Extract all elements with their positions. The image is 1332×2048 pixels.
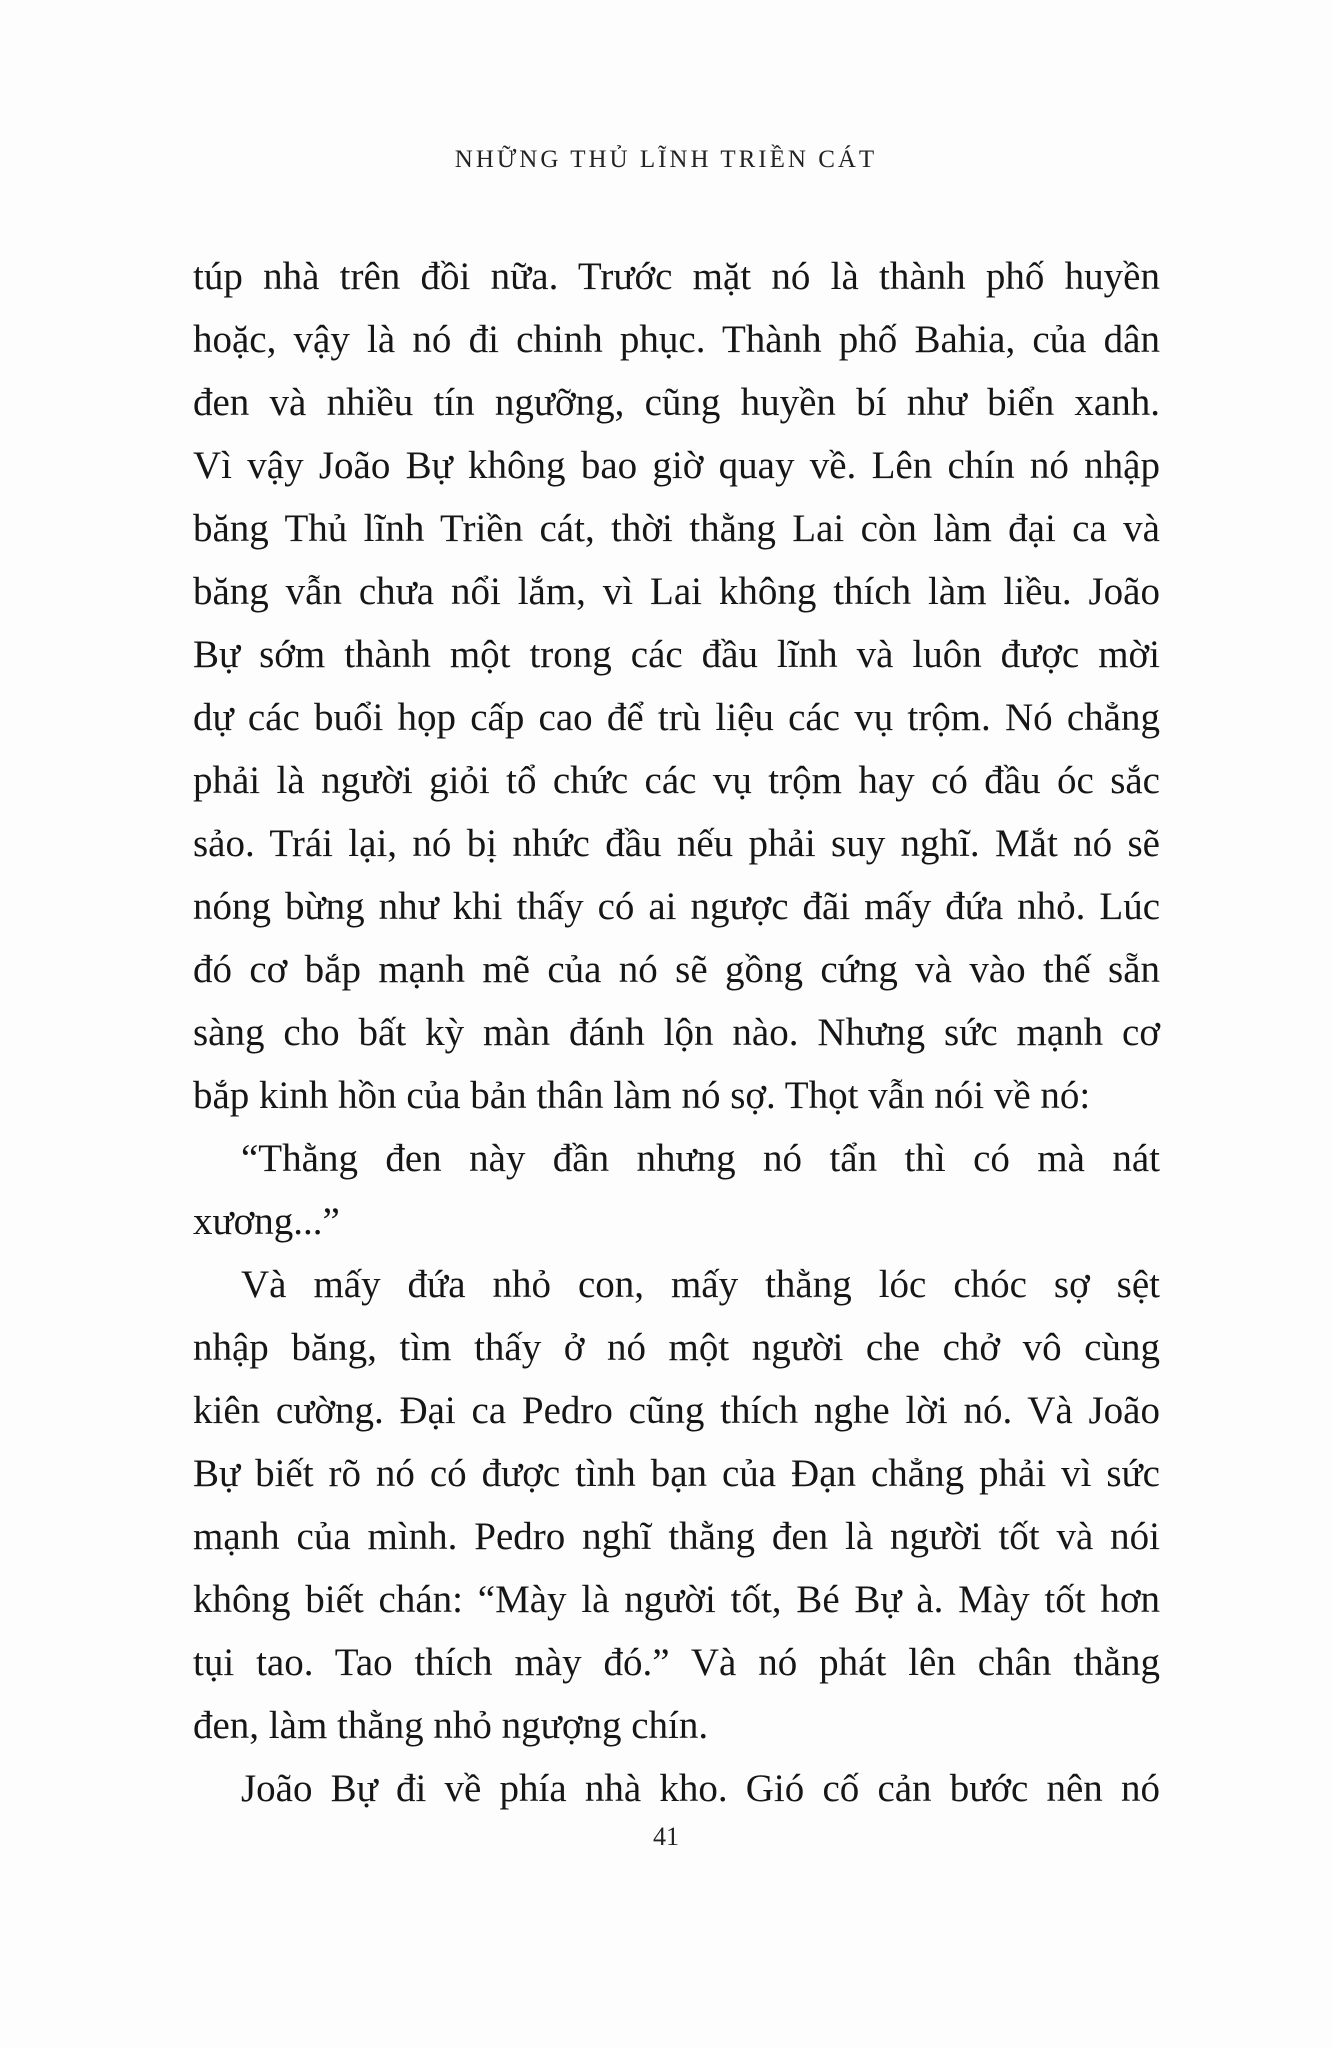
text-line: “Thằng đen này đần nhưng nó tẩn thì có mà nát xyxy=(241,1137,1160,1180)
text-line: mạnh của mình. Pedro nghĩ thằng đen là người tốt và nói xyxy=(193,1515,1160,1558)
text-line: kiên cường. Đại ca Pedro cũng thích nghe lời nó. Và João xyxy=(193,1389,1160,1432)
text-line: tụi tao. Tao thích mày đó.” Và nó phát lên chân thằng xyxy=(193,1641,1160,1684)
text-line: nóng bừng như khi thấy có ai ngược đãi mấy đứa nhỏ. Lúc xyxy=(193,885,1160,928)
text-line: Bự sớm thành một trong các đầu lĩnh và luôn được mời xyxy=(193,633,1160,676)
text-line: xương...” xyxy=(193,1200,340,1243)
text-line: sảo. Trái lại, nó bị nhức đầu nếu phải suy nghĩ. Mắt nó sẽ xyxy=(193,822,1160,865)
text-line: hoặc, vậy là nó đi chinh phục. Thành phố Bahia, của dân xyxy=(193,318,1160,361)
text-line: túp nhà trên đồi nữa. Trước mặt nó là thành phố huyền xyxy=(193,255,1160,298)
body-text xyxy=(193,245,1160,1820)
text-line: băng Thủ lĩnh Triền cát, thời thằng Lai còn làm đại ca và xyxy=(193,507,1160,550)
text-line: dự các buổi họp cấp cao để trù liệu các vụ trộm. Nó chẳng xyxy=(193,696,1160,739)
page-number: 41 xyxy=(653,1822,679,1851)
text-line: băng vẫn chưa nổi lắm, vì Lai không thích làm liều. João xyxy=(193,570,1160,613)
text-line: đen và nhiều tín ngưỡng, cũng huyền bí như biển xanh. xyxy=(193,381,1160,424)
text-line: phải là người giỏi tổ chức các vụ trộm hay có đầu óc sắc xyxy=(193,759,1160,802)
text-line: Bự biết rõ nó có được tình bạn của Đạn chẳng phải vì sức xyxy=(193,1452,1160,1495)
text-line: sàng cho bất kỳ màn đánh lộn nào. Nhưng sức mạnh cơ xyxy=(193,1011,1160,1054)
text-line: không biết chán: “Mày là người tốt, Bé Bự à. Mày tốt hơn xyxy=(193,1578,1160,1621)
text-line: Và mấy đứa nhỏ con, mấy thằng lóc chóc sợ sệt xyxy=(241,1263,1160,1306)
text-line: nhập băng, tìm thấy ở nó một người che chở vô cùng xyxy=(193,1326,1160,1369)
text-line: bắp kinh hồn của bản thân làm nó sợ. Thọt vẫn nói về nó: xyxy=(193,1074,1091,1117)
text-line: Vì vậy João Bự không bao giờ quay về. Lên chín nó nhập xyxy=(193,444,1160,487)
running-head: NHỮNG THỦ LĨNH TRIỀN CÁT xyxy=(454,146,878,173)
text-line: João Bự đi về phía nhà kho. Gió cố cản bước nên nó xyxy=(241,1767,1160,1810)
text-line: đen, làm thằng nhỏ ngượng chín. xyxy=(193,1704,709,1747)
text-line: đó cơ bắp mạnh mẽ của nó sẽ gồng cứng và vào thế sẵn xyxy=(193,948,1160,991)
